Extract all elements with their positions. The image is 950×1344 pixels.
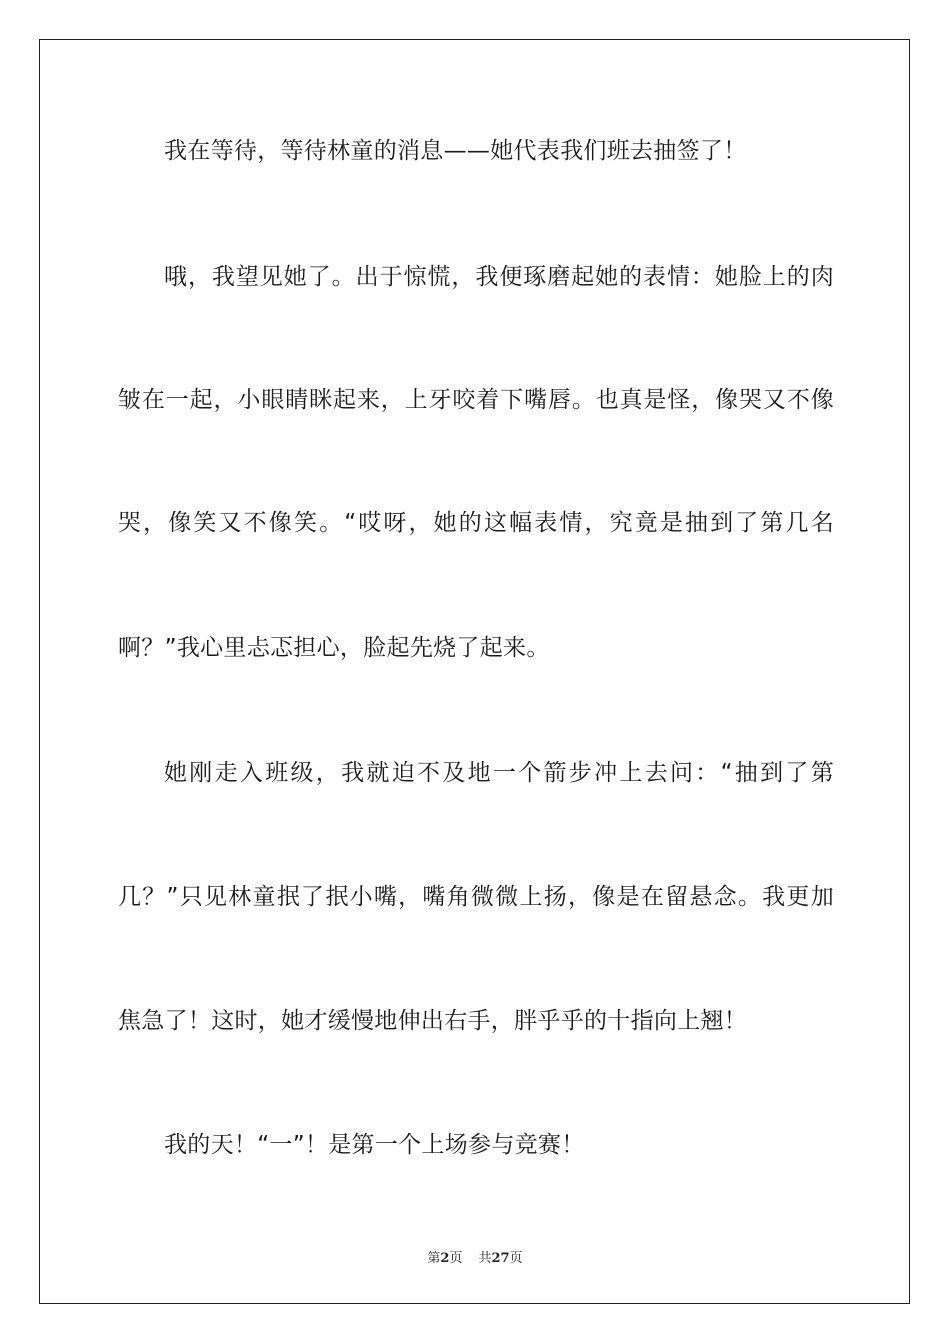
page-suffix: 页: [449, 1251, 463, 1266]
page-number: 2: [440, 1251, 450, 1266]
total-prefix: 共: [478, 1251, 492, 1266]
paragraph-4-line-1: 我的天！“一”！是第一个上场参与竞赛！: [164, 1132, 585, 1158]
page-prefix: 第: [427, 1251, 441, 1266]
page-footer: [0, 1247, 950, 1266]
total-suffix: 页: [509, 1251, 523, 1266]
paragraph-3-line-1: 她刚走入班级，我就迫不及地一个箭步冲上去问：“抽到了第: [164, 760, 834, 786]
paragraph-3-line-2: 几？”只见林童抿了抿小嘴，嘴角微微上扬，像是在留悬念。我更加: [118, 884, 834, 910]
paragraph-2-line-4: 啊？”我心里忐忑担心，脸起先烧了起来。: [118, 635, 550, 661]
paragraph-1-line-1: 我在等待，等待林童的消息——她代表我们班去抽签了！: [164, 138, 747, 164]
paragraph-2-line-3: 哭，像笑又不像笑。“哎呀，她的这幅表情，究竟是抽到了第几名: [118, 510, 834, 536]
page-border: [39, 39, 910, 1304]
paragraph-2-line-2: 皱在一起，小眼睛眯起来，上牙咬着下嘴唇。也真是怪，像哭又不像: [118, 387, 834, 413]
paragraph-2-line-1: 哦，我望见她了。出于惊慌，我便琢磨起她的表情：她脸上的肉: [164, 264, 834, 290]
paragraph-3-line-3: 焦急了！这时，她才缓慢地伸出右手，胖乎乎的十指向上翘！: [118, 1008, 748, 1034]
total-pages: 27: [491, 1251, 510, 1266]
